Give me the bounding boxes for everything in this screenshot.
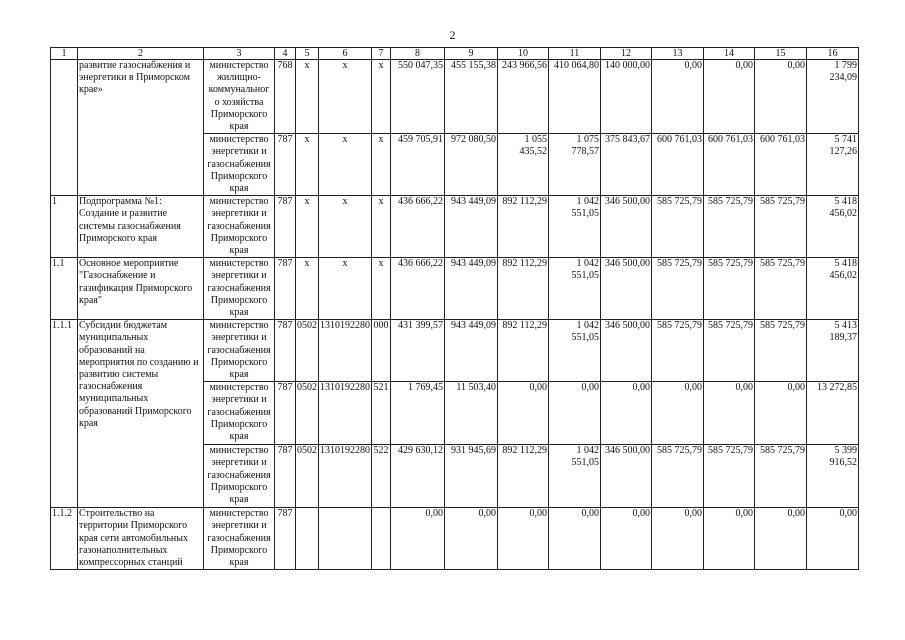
value-cell: 943 449,09 bbox=[445, 320, 498, 382]
value-cell: 0,00 bbox=[498, 508, 549, 570]
grbs-code: 787 bbox=[275, 382, 296, 445]
value-cell: 455 155,38 bbox=[445, 60, 498, 134]
value-cell: 892 112,29 bbox=[498, 258, 549, 320]
section-code: x bbox=[296, 60, 319, 134]
value-cell: 585 725,79 bbox=[704, 196, 755, 258]
value-cell: 5 741 127,26 bbox=[807, 134, 859, 196]
header-cell: 4 bbox=[275, 48, 296, 60]
value-cell: 585 725,79 bbox=[755, 445, 807, 508]
value-cell: 5 413 189,37 bbox=[807, 320, 859, 382]
row-number: 1.1.1 bbox=[51, 320, 78, 508]
value-cell: 346 500,00 bbox=[601, 320, 652, 382]
value-cell: 585 725,79 bbox=[704, 445, 755, 508]
responsible-executor: министерство энергетики и газоснабжения Приморского края bbox=[204, 320, 275, 382]
section-code bbox=[296, 508, 319, 570]
value-cell: 1 042 551,05 bbox=[549, 196, 601, 258]
row-description: Субсидии бюджетам муниципальных образований на мероприятия по созданию и развитию системы газоснабжения муниципальных образований Приморского края bbox=[78, 320, 204, 508]
value-cell: 943 449,09 bbox=[445, 258, 498, 320]
value-cell: 429 630,12 bbox=[391, 445, 445, 508]
value-cell: 0,00 bbox=[704, 60, 755, 134]
value-cell: 375 843,67 bbox=[601, 134, 652, 196]
target-code: x bbox=[319, 60, 372, 134]
header-cell: 5 bbox=[296, 48, 319, 60]
value-cell: 892 112,29 bbox=[498, 196, 549, 258]
table-row bbox=[51, 508, 859, 570]
value-cell: 13 272,85 bbox=[807, 382, 859, 445]
header-cell: 6 bbox=[319, 48, 372, 60]
value-cell: 585 725,79 bbox=[704, 258, 755, 320]
value-cell: 585 725,79 bbox=[652, 258, 704, 320]
value-cell: 1 042 551,05 bbox=[549, 258, 601, 320]
target-code: 1310192280 bbox=[319, 382, 372, 445]
value-cell: 0,00 bbox=[652, 382, 704, 445]
header-cell: 16 bbox=[807, 48, 859, 60]
row-description: Основное мероприятие "Газоснабжение и газификация Приморского края" bbox=[78, 258, 204, 320]
header-cell: 9 bbox=[445, 48, 498, 60]
expense-type-code: x bbox=[372, 134, 391, 196]
header-cell: 11 bbox=[549, 48, 601, 60]
value-cell: 585 725,79 bbox=[755, 258, 807, 320]
page-number: 2 bbox=[449, 28, 456, 42]
value-cell: 943 449,09 bbox=[445, 196, 498, 258]
value-cell: 1 042 551,05 bbox=[549, 320, 601, 382]
grbs-code: 787 bbox=[275, 258, 296, 320]
target-code: x bbox=[319, 196, 372, 258]
responsible-executor: министерство энергетики и газоснабжения Приморского края bbox=[204, 134, 275, 196]
value-cell: 892 112,29 bbox=[498, 320, 549, 382]
value-cell: 0,00 bbox=[755, 508, 807, 570]
grbs-code: 787 bbox=[275, 134, 296, 196]
grbs-code: 787 bbox=[275, 320, 296, 382]
header-cell: 10 bbox=[498, 48, 549, 60]
grbs-code: 768 bbox=[275, 60, 296, 134]
responsible-executor: министерство энергетики и газоснабжения Приморского края bbox=[204, 508, 275, 570]
value-cell: 0,00 bbox=[755, 60, 807, 134]
row-description: развитие газоснабжения и энергетики в Приморском крае» bbox=[78, 60, 204, 196]
value-cell: 0,00 bbox=[807, 508, 859, 570]
value-cell: 892 112,29 bbox=[498, 445, 549, 508]
expense-type-code: x bbox=[372, 60, 391, 134]
value-cell: 585 725,79 bbox=[704, 320, 755, 382]
expense-type-code: 521 bbox=[372, 382, 391, 445]
grbs-code: 787 bbox=[275, 508, 296, 570]
table-row bbox=[51, 60, 859, 134]
value-cell: 5 399 916,52 bbox=[807, 445, 859, 508]
value-cell: 410 064,80 bbox=[549, 60, 601, 134]
row-number: 1.1 bbox=[51, 258, 78, 320]
section-code: 0502 bbox=[296, 445, 319, 508]
header-cell: 2 bbox=[78, 48, 204, 60]
value-cell: 346 500,00 bbox=[601, 445, 652, 508]
value-cell: 931 945,69 bbox=[445, 445, 498, 508]
value-cell: 11 503,40 bbox=[445, 382, 498, 445]
section-code: x bbox=[296, 134, 319, 196]
value-cell: 243 966,56 bbox=[498, 60, 549, 134]
responsible-executor: министерство энергетики и газоснабжения Приморского края bbox=[204, 382, 275, 445]
expense-type-code: x bbox=[372, 196, 391, 258]
value-cell: 0,00 bbox=[498, 382, 549, 445]
value-cell: 1 769,45 bbox=[391, 382, 445, 445]
responsible-executor: министерство энергетики и газоснабжения Приморского края bbox=[204, 258, 275, 320]
expense-type-code bbox=[372, 508, 391, 570]
header-cell: 3 bbox=[204, 48, 275, 60]
target-code: x bbox=[319, 134, 372, 196]
row-number bbox=[51, 60, 78, 196]
value-cell: 600 761,03 bbox=[755, 134, 807, 196]
budget-table bbox=[50, 47, 859, 570]
value-cell: 1 055 435,52 bbox=[498, 134, 549, 196]
value-cell: 346 500,00 bbox=[601, 258, 652, 320]
value-cell: 0,00 bbox=[601, 508, 652, 570]
value-cell: 600 761,03 bbox=[652, 134, 704, 196]
row-description: Строительство на территории Приморского края сети автомобильных газонаполнительных компрессорных станций bbox=[78, 508, 204, 570]
value-cell: 5 418 456,02 bbox=[807, 196, 859, 258]
table-row bbox=[51, 320, 859, 382]
value-cell: 0,00 bbox=[391, 508, 445, 570]
value-cell: 972 080,50 bbox=[445, 134, 498, 196]
value-cell: 346 500,00 bbox=[601, 196, 652, 258]
value-cell: 585 725,79 bbox=[652, 320, 704, 382]
value-cell: 585 725,79 bbox=[755, 196, 807, 258]
header-cell: 14 bbox=[704, 48, 755, 60]
value-cell: 1 042 551,05 bbox=[549, 445, 601, 508]
value-cell: 0,00 bbox=[601, 382, 652, 445]
table-row bbox=[51, 258, 859, 320]
expense-type-code: 522 bbox=[372, 445, 391, 508]
value-cell: 459 705,91 bbox=[391, 134, 445, 196]
value-cell: 0,00 bbox=[704, 508, 755, 570]
value-cell: 600 761,03 bbox=[704, 134, 755, 196]
header-row bbox=[51, 48, 859, 60]
value-cell: 431 399,57 bbox=[391, 320, 445, 382]
value-cell: 0,00 bbox=[549, 382, 601, 445]
value-cell: 0,00 bbox=[704, 382, 755, 445]
responsible-executor: министерство жилищно-коммунальног о хозяйства Приморского края bbox=[204, 60, 275, 134]
grbs-code: 787 bbox=[275, 445, 296, 508]
target-code: 1310192280 bbox=[319, 320, 372, 382]
value-cell: 436 666,22 bbox=[391, 196, 445, 258]
header-cell: 7 bbox=[372, 48, 391, 60]
value-cell: 585 725,79 bbox=[652, 445, 704, 508]
header-cell: 12 bbox=[601, 48, 652, 60]
responsible-executor: министерство энергетики и газоснабжения Приморского края bbox=[204, 445, 275, 508]
target-code: x bbox=[319, 258, 372, 320]
target-code: 1310192280 bbox=[319, 445, 372, 508]
value-cell: 1 075 778,57 bbox=[549, 134, 601, 196]
responsible-executor: министерство энергетики и газоснабжения Приморского края bbox=[204, 196, 275, 258]
expense-type-code: 000 bbox=[372, 320, 391, 382]
section-code: x bbox=[296, 196, 319, 258]
table-row bbox=[51, 196, 859, 258]
value-cell: 0,00 bbox=[652, 508, 704, 570]
header-cell: 8 bbox=[391, 48, 445, 60]
target-code bbox=[319, 508, 372, 570]
value-cell: 140 000,00 bbox=[601, 60, 652, 134]
value-cell: 0,00 bbox=[445, 508, 498, 570]
row-number: 1 bbox=[51, 196, 78, 258]
grbs-code: 787 bbox=[275, 196, 296, 258]
row-number: 1.1.2 bbox=[51, 508, 78, 570]
value-cell: 5 418 456,02 bbox=[807, 258, 859, 320]
value-cell: 436 666,22 bbox=[391, 258, 445, 320]
section-code: x bbox=[296, 258, 319, 320]
header-cell: 1 bbox=[51, 48, 78, 60]
value-cell: 585 725,79 bbox=[755, 320, 807, 382]
row-description: Подпрограмма №1: Создание и развитие системы газоснабжения Приморского края bbox=[78, 196, 204, 258]
header-cell: 15 bbox=[755, 48, 807, 60]
value-cell: 550 047,35 bbox=[391, 60, 445, 134]
value-cell: 0,00 bbox=[755, 382, 807, 445]
section-code: 0502 bbox=[296, 382, 319, 445]
value-cell: 585 725,79 bbox=[652, 196, 704, 258]
value-cell: 0,00 bbox=[652, 60, 704, 134]
value-cell: 0,00 bbox=[549, 508, 601, 570]
header-cell: 13 bbox=[652, 48, 704, 60]
value-cell: 1 799 234,09 bbox=[807, 60, 859, 134]
section-code: 0502 bbox=[296, 320, 319, 382]
expense-type-code: x bbox=[372, 258, 391, 320]
